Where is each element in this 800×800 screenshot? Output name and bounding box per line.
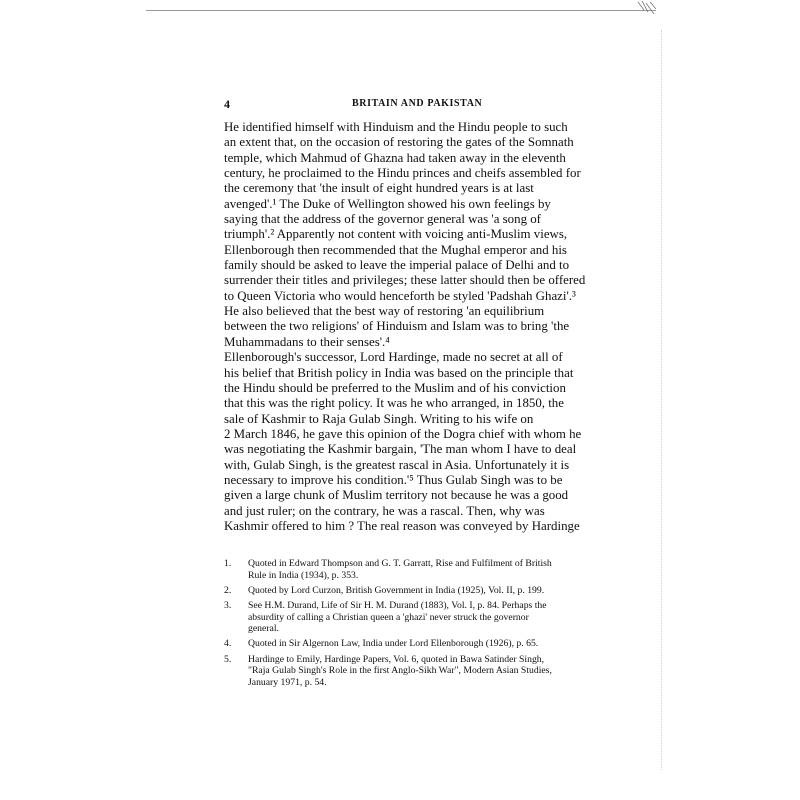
body-line: family should be asked to leave the imperial palace of Delhi and to bbox=[224, 258, 570, 273]
body-line: 2 March 1846, he gave this opinion of the Dogra chief with whom he bbox=[224, 426, 582, 441]
footnote-line: January 1971, p. 54. bbox=[248, 676, 327, 688]
body-line: sale of Kashmir to Raja Gulab Singh. Writing to his wife on bbox=[224, 411, 534, 426]
footnote-line: See H.M. Durand, Life of Sir H. M. Durand (1883), Vol. I, p. 84. Perhaps the bbox=[248, 599, 547, 611]
footnote-line: general. bbox=[248, 623, 279, 635]
body-line: with, Gulab Singh, is the greatest rascal in Asia. Unfortunately it is bbox=[224, 457, 570, 472]
body-line: his belief that British policy in India was based on the principle that bbox=[224, 365, 574, 380]
footnote-number: 1. bbox=[224, 558, 232, 569]
footnote-line: Rule in India (1934), p. 353. bbox=[248, 569, 359, 581]
footnote-number: 5. bbox=[224, 653, 232, 665]
body-line: He identified himself with Hinduism and the Hindu people to such bbox=[224, 120, 568, 134]
body-line: the Hindu should be preferred to the Muslim and of his conviction bbox=[224, 380, 566, 395]
body-line: given a large chunk of Muslim territory not because he was a good bbox=[224, 488, 569, 503]
page-number: 4 bbox=[224, 97, 230, 111]
body-line: Muhammadans to their senses'.⁴ bbox=[224, 334, 390, 349]
footnote-number: 4. bbox=[224, 638, 232, 650]
body-line: necessary to improve his condition.'⁵ Thus Gulab Singh was to be bbox=[224, 472, 563, 487]
body-line: to Queen Victoria who would henceforth be styled 'Padshah Ghazi'.³ bbox=[224, 288, 576, 303]
top-edge-line bbox=[146, 10, 656, 11]
body-line: Ellenborough's successor, Lord Hardinge, made no secret at all of bbox=[224, 350, 563, 365]
footnotes bbox=[224, 558, 674, 692]
body-line: Ellenborough then recommended that the Mughal emperor and his bbox=[224, 242, 567, 257]
footnote-line: Quoted in Sir Algernon Law, India under Lord Ellenborough (1926), p. 65. bbox=[248, 638, 539, 650]
body-line: and just ruler; on the contrary, he was a rascal. Then, why was bbox=[224, 503, 545, 518]
footnote-line: "Raja Gulab Singh's Role in the first Anglo-Sikh War", Modern Asian Studies, bbox=[248, 665, 552, 677]
body-line: century, he proclaimed to the Hindu princes and cheifs assembled for bbox=[224, 166, 581, 181]
body-line: temple, which Mahmud of Ghazna had taken away in the eleventh bbox=[224, 150, 566, 165]
body-line: saying that the address of the governor general was 'a song of bbox=[224, 212, 541, 227]
footnote-line: Hardinge to Emily, Hardinge Papers, Vol. 6, quoted in Bawa Satinder Singh, bbox=[248, 653, 545, 665]
scan-smudge-mark bbox=[636, 0, 658, 16]
body-line: the ceremony that 'the insult of eight hundred years is at last bbox=[224, 181, 534, 196]
footnote-number: 2. bbox=[224, 584, 232, 596]
body-line: Kashmir offered to him ? The real reason was conveyed by Hardinge bbox=[224, 518, 580, 533]
footnote-line: absurdity of calling a Christian queen a 'ghazi' never struck the governor bbox=[248, 611, 529, 623]
body-line: avenged'.¹ The Duke of Wellington showed his own feelings by bbox=[224, 196, 551, 211]
footnote-4 bbox=[224, 638, 674, 650]
footnote-number: 3. bbox=[224, 599, 232, 611]
body-text bbox=[224, 120, 674, 534]
footnote-2 bbox=[224, 585, 674, 597]
body-line: between the two religions' of Hinduism and Islam was to bring 'the bbox=[224, 319, 570, 334]
body-line: triumph'.² Apparently not content with voicing anti-Muslim views, bbox=[224, 227, 568, 242]
footnote-line: Quoted by Lord Curzon, British Government in India (1925), Vol. II, p. 199. bbox=[248, 584, 545, 596]
footnote-line: Quoted in Edward Thompson and G. T. Garratt, Rise and Fulfilment of British bbox=[248, 558, 552, 569]
body-line: that this was the right policy. It was he who arranged, in 1850, the bbox=[224, 396, 564, 411]
running-head bbox=[224, 97, 672, 113]
footnote-1 bbox=[224, 558, 674, 581]
running-title: BRITAIN AND PAKISTAN bbox=[352, 98, 483, 109]
body-line: He also believed that the best way of restoring 'an equilibrium bbox=[224, 304, 545, 319]
footnote-3 bbox=[224, 600, 674, 635]
body-line: surrender their titles and privileges; these latter should then be offered bbox=[224, 273, 586, 288]
footnote-5 bbox=[224, 654, 674, 689]
body-line: an extent that, on the occasion of restoring the gates of the Somnath bbox=[224, 135, 574, 150]
body-line: was negotiating the Kashmir bargain, 'The man whom I have to deal bbox=[224, 442, 577, 457]
